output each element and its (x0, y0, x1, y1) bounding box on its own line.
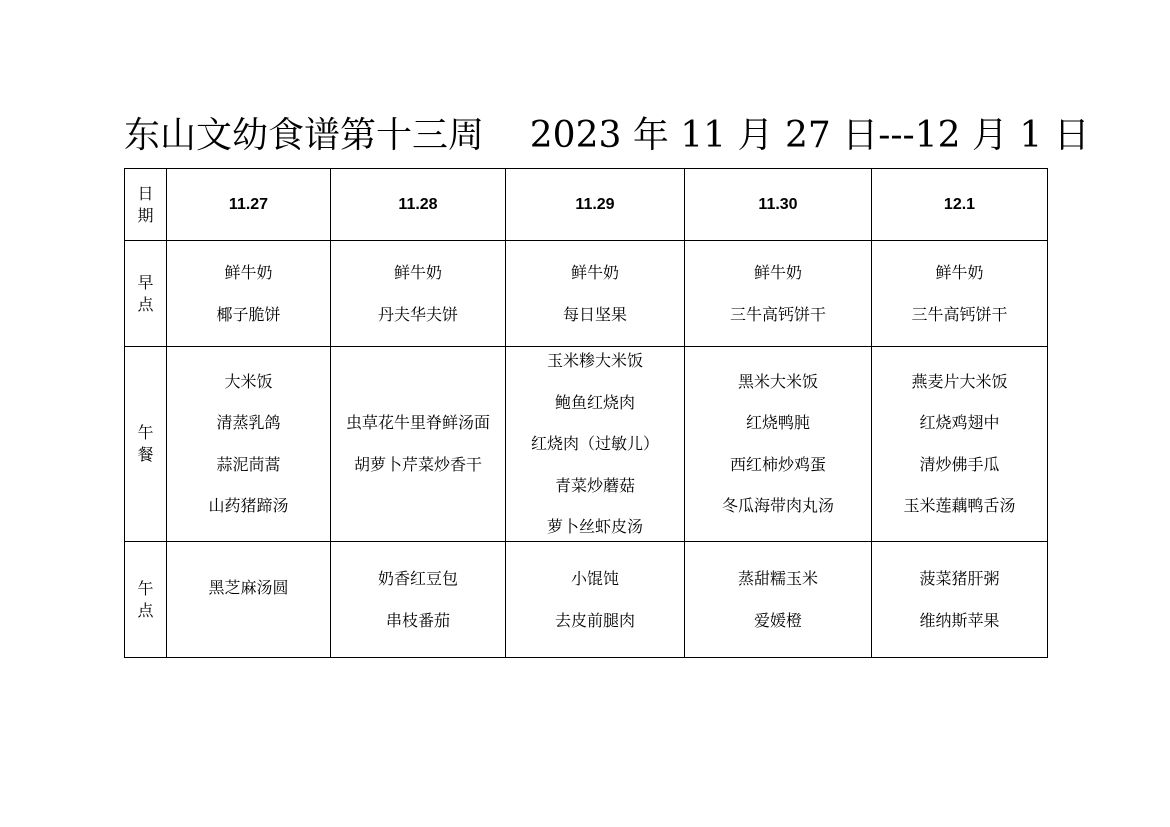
menu-cell (331, 542, 506, 658)
menu-item: 黑米大米饭 (737, 371, 818, 391)
menu-item: 山药猪蹄汤 (208, 496, 289, 516)
menu-item-list (506, 569, 684, 631)
menu-cell (506, 241, 685, 347)
menu-item: 爱媛橙 (753, 610, 802, 630)
menu-item-list (167, 263, 330, 325)
breakfast-row (125, 241, 1048, 347)
menu-item-list (506, 351, 684, 537)
row-label-cell (125, 347, 167, 542)
menu-cell (506, 542, 685, 658)
menu-item: 三牛高钙饼干 (911, 304, 1008, 324)
menu-item: 清蒸乳鸽 (216, 413, 281, 433)
menu-item: 小馄饨 (570, 568, 619, 588)
menu-item: 清炒佛手瓜 (919, 454, 1000, 474)
menu-item-list (872, 263, 1047, 325)
menu-item: 红烧肉（过敏儿） (530, 434, 659, 453)
menu-item-list (331, 569, 505, 631)
menu-cell (506, 347, 685, 542)
menu-cell (685, 347, 872, 542)
lunch-row (125, 347, 1048, 542)
page-title: 东山文幼食谱第十三周 2023 年 11 月 27 日---12 月 1 日 (124, 115, 1090, 156)
menu-item: 冬瓜海带肉丸汤 (721, 496, 834, 516)
menu-item: 椰子脆饼 (216, 304, 281, 324)
menu-item: 蒜泥茼蒿 (216, 454, 281, 474)
date-cell: 11.29 (506, 169, 685, 241)
menu-item: 萝卜丝虾皮汤 (546, 517, 643, 536)
menu-item-list (331, 413, 505, 475)
row-label-char: 午 (137, 578, 154, 598)
menu-item: 鲜牛奶 (393, 262, 442, 282)
menu-cell (167, 347, 331, 542)
date-cell: 11.30 (685, 169, 872, 241)
menu-item: 鲜牛奶 (224, 262, 273, 282)
menu-item: 串枝番茄 (385, 610, 450, 630)
row-label-char: 期 (137, 205, 154, 225)
menu-item: 红烧鸭肫 (745, 413, 810, 433)
date-header-cell (125, 169, 167, 241)
menu-item: 燕麦片大米饭 (911, 371, 1008, 391)
menu-item: 鲍鱼红烧肉 (554, 392, 635, 412)
menu-item: 西红柿炒鸡蛋 (729, 454, 826, 474)
row-label-cell (125, 241, 167, 347)
row-label-char: 餐 (137, 445, 154, 464)
menu-item-list (872, 569, 1047, 631)
menu-item: 三牛高钙饼干 (729, 304, 826, 324)
row-label-char: 午 (137, 423, 154, 442)
afternoon-snack-row (125, 542, 1048, 658)
menu-item-list (685, 372, 871, 517)
menu-cell (872, 241, 1048, 347)
date-cell: 11.27 (167, 169, 331, 241)
menu-item: 胡萝卜芹菜炒香干 (353, 454, 482, 474)
row-label-char: 点 (137, 294, 154, 314)
menu-item: 维纳斯苹果 (919, 610, 1000, 630)
menu-item: 每日坚果 (562, 304, 627, 324)
menu-item-list (331, 263, 505, 325)
menu-item: 玉米糁大米饭 (546, 351, 643, 370)
menu-item: 奶香红豆包 (377, 568, 458, 588)
menu-item: 鲜牛奶 (753, 262, 802, 282)
menu-item: 虫草花牛里脊鲜汤面 (345, 413, 490, 433)
menu-item: 黑芝麻汤圆 (208, 577, 289, 597)
menu-item: 玉米莲藕鸭舌汤 (903, 496, 1016, 516)
menu-cell (872, 347, 1048, 542)
menu-cell (331, 347, 506, 542)
menu-item-list (685, 569, 871, 631)
menu-item-list (685, 263, 871, 325)
menu-item: 蒸甜糯玉米 (737, 568, 818, 588)
menu-item: 大米饭 (224, 371, 273, 391)
row-label-char: 日 (137, 183, 154, 203)
menu-item: 丹夫华夫饼 (377, 304, 458, 324)
menu-cell (331, 241, 506, 347)
menu-item: 鲜牛奶 (570, 262, 619, 282)
date-row (125, 169, 1048, 241)
row-label-cell (125, 542, 167, 658)
row-label-char: 点 (137, 600, 154, 620)
menu-cell (685, 542, 872, 658)
date-cell: 11.28 (331, 169, 506, 241)
menu-item: 青菜炒蘑菇 (554, 475, 635, 495)
menu-item-list (167, 372, 330, 517)
menu-item: 红烧鸡翅中 (919, 413, 1000, 433)
menu-item-list (872, 372, 1047, 517)
menu-cell (167, 241, 331, 347)
menu-item: 去皮前腿肉 (554, 610, 635, 630)
row-label-char: 早 (137, 272, 154, 292)
menu-item: 鲜牛奶 (935, 262, 984, 282)
menu-item-list (506, 263, 684, 325)
menu-table (124, 168, 1048, 658)
menu-item-list (167, 578, 330, 598)
menu-item: 菠菜猪肝粥 (919, 568, 1000, 588)
menu-cell (167, 542, 331, 658)
date-cell: 12.1 (872, 169, 1048, 241)
menu-cell (685, 241, 872, 347)
menu-cell (872, 542, 1048, 658)
